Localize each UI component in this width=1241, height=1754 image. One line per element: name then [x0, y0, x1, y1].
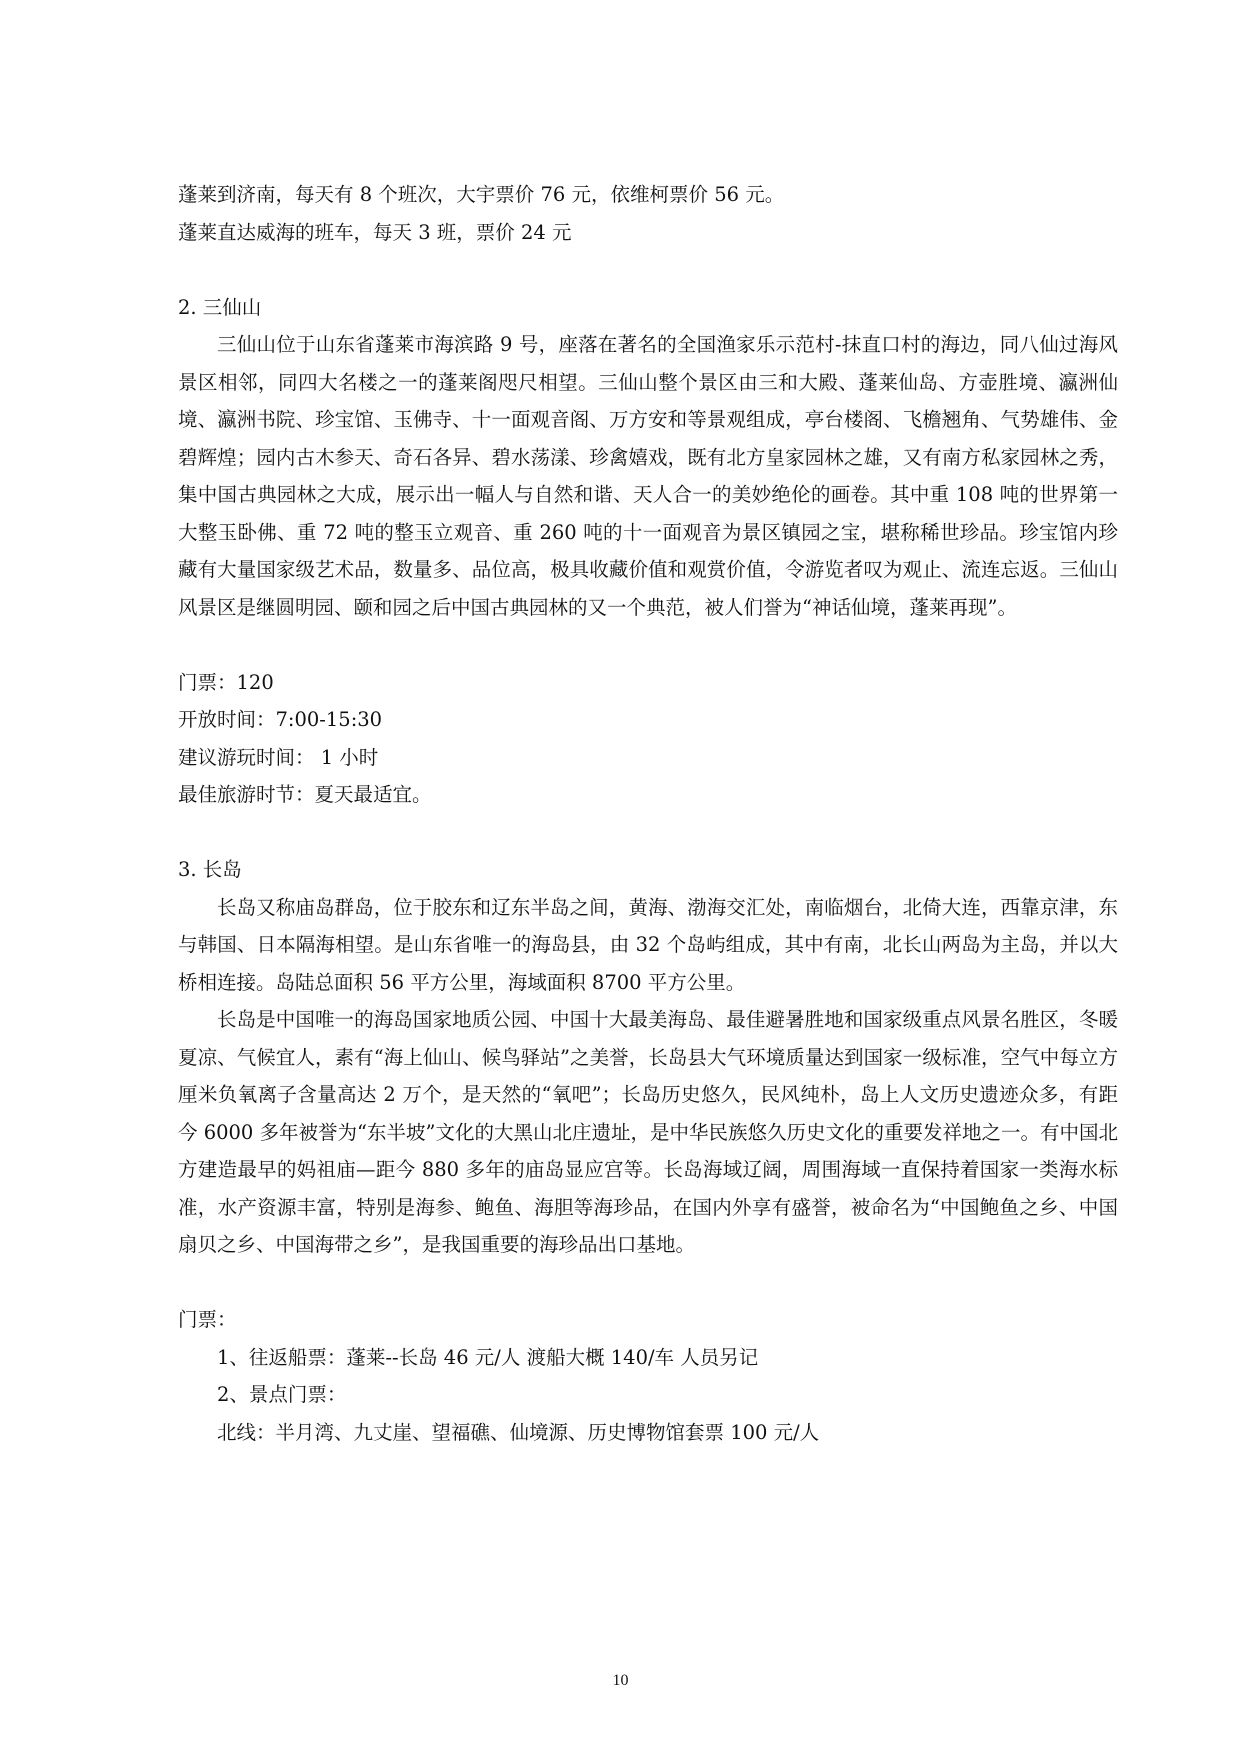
section-paragraph-changdao-1: 长岛又称庙岛群岛，位于胶东和辽东半岛之间，黄海、渤海交汇处，南临烟台，北倚大连，西靠京津，东与韩国、日本隔海相望。是山东省唯一的海岛县，由 32 个岛屿组成，其中有南，北长山两岛为主岛，并以大桥相连接。岛陆总面积 56 平方公里，海域面积 8700 平方公里。 [178, 895, 1118, 994]
page-number: 10 [612, 1672, 629, 1689]
intro-line: 蓬莱到济南，每天有 8 个班次，大宇票价 76 元，依维柯票价 56 元。 [178, 183, 785, 206]
page-content [178, 176, 1118, 1451]
section-heading-sanxianshan: 2. 三仙山 [178, 295, 262, 319]
ticket-item: 1、往返船票：蓬莱--长岛 46 元/人 渡船大概 140/车 人员另记 [217, 1345, 759, 1369]
ticket-label: 门票： [178, 1308, 237, 1331]
spacer [178, 251, 1118, 289]
section-heading-changdao: 3. 长岛 [178, 858, 242, 881]
info-best-season: 最佳旅游时节：夏天最适宜。 [178, 783, 432, 806]
info-opening-hours: 开放时间：7:00-15:30 [178, 708, 383, 731]
ticket-item: 2、景点门票： [217, 1383, 347, 1406]
info-suggested-duration: 建议游玩时间： 1 小时 [178, 745, 379, 769]
intro-line: 蓬莱直达威海的班车，每天 3 班，票价 24 元 [178, 220, 572, 244]
spacer [178, 814, 1118, 852]
section-paragraph-changdao-2: 长岛是中国唯一的海岛国家地质公园、中国十大最美海岛、最佳避暑胜地和国家级重点风景名胜区，冬暖夏凉、气候宜人，素有“海上仙山、候鸟驿站”之美誉，长岛县大气环境质量达到国家一级标准，空气中每立方厘米负氧离子含量高达 2 万个，是天然的“氧吧”；长岛历史悠久，民风纯朴，岛上人文历史遗迹众多，有距今 6000 多年被誉为“东半坡”文化的大黑山北庄遗址，是中华民族悠久历史文化的重要发祥地之一。有中国北方建造最早的妈祖庙—距今 880 多年的庙岛显应宫等。长岛海域辽阔，周围海域一直保持着国家一类海水标准，水产资源丰富，特别是海参、鲍鱼、海胆等海珍品，在国内外享有盛誉，被命名为“中国鲍鱼之乡、中国扇贝之乡、中国海带之乡”，是我国重要的海珍品出口基地。 [178, 1008, 1118, 1256]
ticket-item: 北线：半月湾、九丈崖、望福礁、仙境源、历史博物馆套票 100 元/人 [217, 1420, 820, 1444]
spacer [178, 1264, 1118, 1302]
spacer [178, 626, 1118, 664]
section-paragraph-sanxianshan: 三仙山位于山东省蓬莱市海滨路 9 号，座落在著名的全国渔家乐示范村-抹直口村的海边，同八仙过海风景区相邻，同四大名楼之一的蓬莱阁咫尺相望。三仙山整个景区由三和大殿、蓬莱仙岛、方壶胜境、瀛洲仙境、瀛洲书院、珍宝馆、玉佛寺、十一面观音阁、万方安和等景观组成，亭台楼阁、飞檐翘角、气势雄伟、金碧辉煌；园内古木参天、奇石各异、碧水荡漾、珍禽嬉戏，既有北方皇家园林之雄，又有南方私家园林之秀，集中国古典园林之大成，展示出一幅人与自然和谐、天人合一的美妙绝伦的画卷。其中重 108 吨的世界第一大整玉卧佛、重 72 吨的整玉立观音、重 260 吨的十一面观音为景区镇园之宝，堪称稀世珍品。珍宝馆内珍藏有大量国家级艺术品，数量多、品位高，极具收藏价值和观赏价值，令游览者叹为观止、流连忘返。三仙山风景区是继圆明园、颐和园之后中国古典园林的又一个典范，被人们誉为“神话仙境，蓬莱再现”。 [178, 333, 1118, 619]
info-ticket: 门票：120 [178, 670, 274, 694]
